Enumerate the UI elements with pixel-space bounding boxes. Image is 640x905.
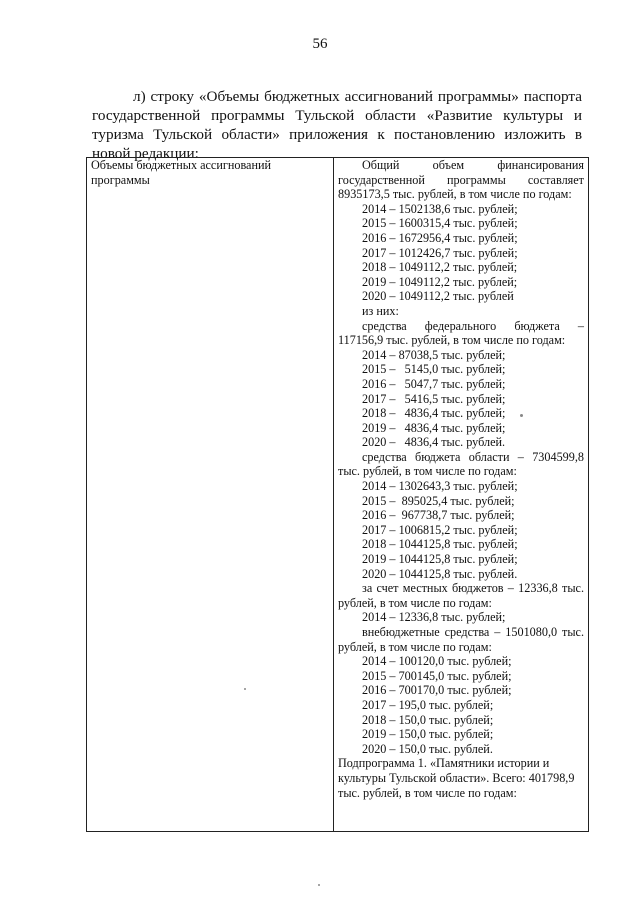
year-amount-line: 2018 – 1049112,2 тыс. рублей; bbox=[362, 260, 518, 275]
year-amount-line: 2017 – 1006815,2 тыс. рублей; bbox=[362, 522, 518, 537]
year-amount-line: 2015 – 895025,4 тыс. рублей; bbox=[362, 493, 515, 508]
scan-speck bbox=[520, 414, 523, 417]
year-amount-line: 2019 – 1044125,8 тыс. рублей; bbox=[362, 552, 518, 567]
year-amount-line: 2014 – 1302643,3 тыс. рублей; bbox=[362, 479, 518, 494]
year-amount-line: 2019 – 150,0 тыс. рублей; bbox=[362, 727, 494, 742]
right-content-cell bbox=[334, 158, 589, 832]
year-amount-line: 2020 – 150,0 тыс. рублей. bbox=[362, 741, 493, 756]
extra-budget-text: внебюджетные средства – 1501080,0 тыс. рублей, в том числе по годам: bbox=[338, 625, 584, 654]
table-row bbox=[87, 158, 589, 832]
year-amount-line: 2019 – 1049112,2 тыс. рублей; bbox=[362, 274, 518, 289]
year-amount-line: 2017 – 5416,5 тыс. рублей; bbox=[362, 391, 506, 406]
year-amount-line: 2020 – 1049112,2 тыс. рублей bbox=[362, 289, 514, 304]
year-amount-line: 2014 – 12336,8 тыс. рублей; bbox=[362, 610, 506, 625]
year-amount-line: 2017 – 195,0 тыс. рублей; bbox=[362, 697, 494, 712]
local-text: за счет местных бюджетов – 12336,8 тыс. рублей, в том числе по годам: bbox=[338, 581, 584, 610]
local-years-list bbox=[338, 610, 584, 625]
regional-years-list bbox=[338, 479, 584, 581]
passport-table bbox=[86, 157, 589, 832]
federal-text: средства федерального бюджета – 117156,9 тыс. рублей, в том числе по годам: bbox=[338, 318, 584, 348]
year-amount-line: 2018 – 1044125,8 тыс. рублей; bbox=[362, 537, 518, 552]
total-years-list bbox=[338, 202, 584, 304]
year-amount-line: 2019 – 4836,4 тыс. рублей; bbox=[362, 420, 506, 435]
year-amount-line: 2018 – 150,0 тыс. рублей; bbox=[362, 712, 494, 727]
year-amount-line: 2015 – 1600315,4 тыс. рублей; bbox=[362, 216, 518, 231]
scan-speck bbox=[318, 884, 320, 886]
year-amount-line: 2016 – 1672956,4 тыс. рублей; bbox=[362, 230, 518, 245]
federal-years-list bbox=[338, 348, 584, 450]
scan-speck bbox=[244, 688, 246, 690]
year-amount-line: 2016 – 967738,7 тыс. рублей; bbox=[362, 508, 515, 523]
subprogram-text: Подпрограмма 1. «Памятники истории и культуры Тульской области». Всего: 401798,9 тыс. рублей, в том числе по годам: bbox=[338, 756, 575, 800]
of-them-text: из них: bbox=[362, 303, 399, 318]
left-label-cell bbox=[87, 158, 334, 832]
total-text: Общий объем финансирования государственной программы составляет 8935173,5 тыс. рублей, в том числе по годам: bbox=[338, 158, 584, 202]
page-number: 56 bbox=[312, 36, 328, 52]
year-amount-line: 2016 – 5047,7 тыс. рублей; bbox=[362, 376, 506, 391]
left-label: Объемы бюджетных ассигнований программы bbox=[91, 158, 272, 187]
year-amount-line: 2014 – 1502138,6 тыс. рублей; bbox=[362, 201, 518, 216]
year-amount-line: 2014 – 87038,5 тыс. рублей; bbox=[362, 347, 506, 362]
year-amount-line: 2018 – 4836,4 тыс. рублей; bbox=[362, 406, 506, 421]
year-amount-line: 2014 – 100120,0 тыс. рублей; bbox=[362, 654, 512, 669]
year-amount-line: 2015 – 5145,0 тыс. рублей; bbox=[362, 362, 506, 377]
year-amount-line: 2017 – 1012426,7 тыс. рублей; bbox=[362, 245, 518, 260]
intro-paragraph: л) строку «Объемы бюджетных ассигнований программы» паспорта государственной программы Тульской области «Развитие культуры и туризма Тульской области» приложения к постановлению изложить в новой редакции: bbox=[92, 88, 582, 163]
year-amount-line: 2020 – 4836,4 тыс. рублей. bbox=[362, 435, 506, 450]
year-amount-line: 2020 – 1044125,8 тыс. рублей. bbox=[362, 566, 518, 581]
regional-text: средства бюджета области – 7304599,8 тыс. рублей, в том числе по годам: bbox=[338, 449, 584, 479]
year-amount-line: 2016 – 700170,0 тыс. рублей; bbox=[362, 683, 512, 698]
extra-years-list bbox=[338, 654, 584, 756]
year-amount-line: 2015 – 700145,0 тыс. рублей; bbox=[362, 668, 512, 683]
